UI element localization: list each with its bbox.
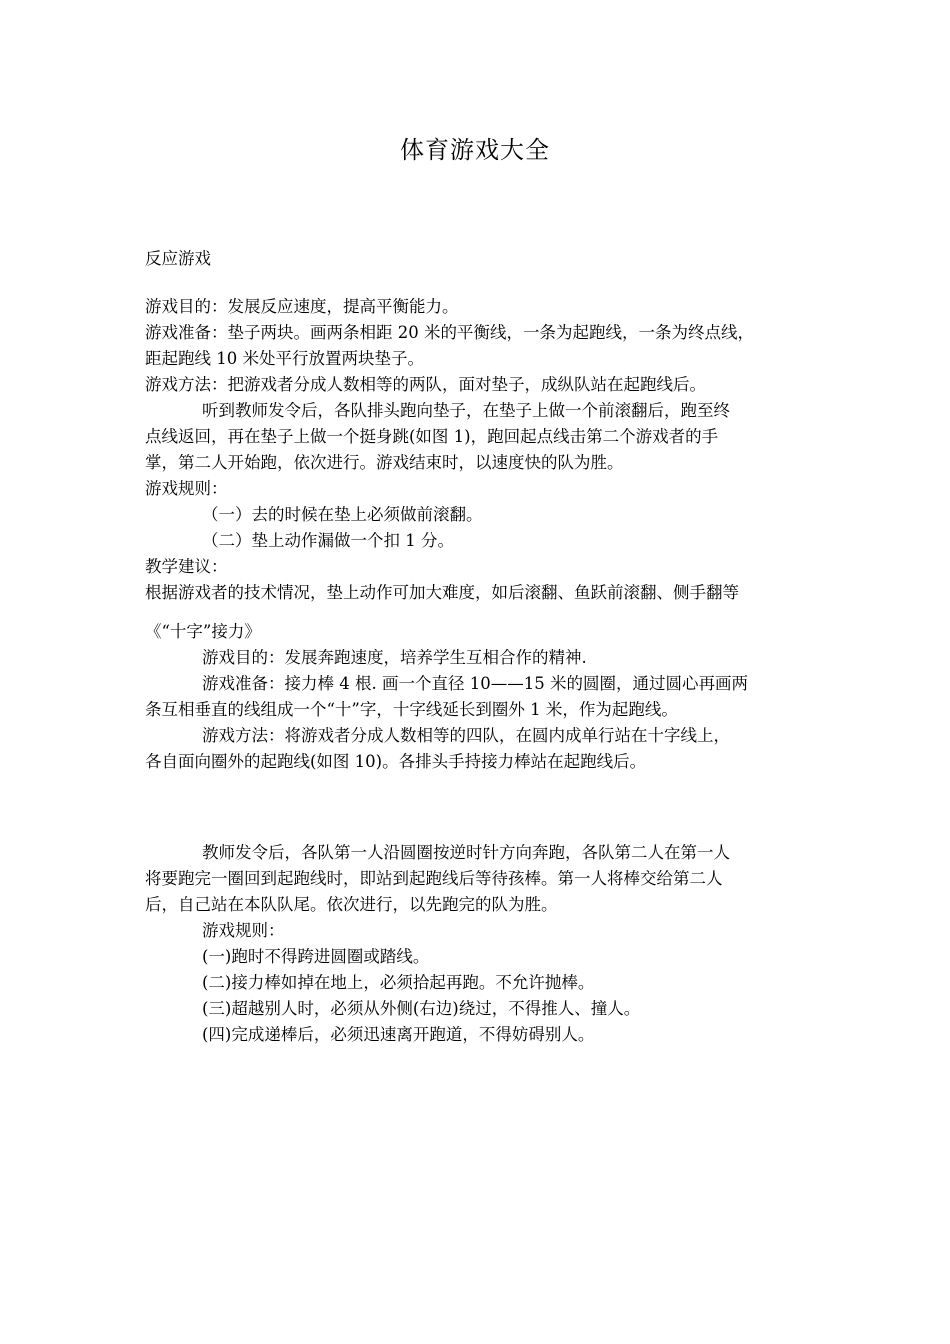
paragraph-line: 各自面向圈外的起跑线(如图 10)。各排头手持接力棒站在起跑线后。 [145,752,647,771]
paragraph-line: (二)接力棒如掉在地上，必须拾起再跑。不允许抛棒。 [202,973,595,992]
section2 [145,619,810,775]
paragraph-line: 教学建议： [145,557,228,576]
paragraph-line: (四)完成递棒后，必须迅速离开跑道，不得妨碍别人。 [202,1025,595,1044]
paragraph-line: 听到教师发令后，各队排头跑向垫子，在垫子上做一个前滚翻后，跑至终 [202,401,730,420]
paragraph-line: 点线返回，再在垫子上做一个挺身跳(如图 1)，跑回起点线击第二个游戏者的手 [145,427,719,446]
paragraph-line: 教师发令后，各队第一人沿圆圈按逆时针方向奔跑，各队第二人在第一人 [202,843,730,862]
paragraph-line: 条互相垂直的线组成一个“十”字，十字线延长到圈外 1 米，作为起跑线。 [145,700,678,719]
paragraph-line: 距起跑线 10 米处平行放置两块垫子。 [145,349,424,368]
document-title: 体育游戏大全 [400,136,550,164]
paragraph-line: 掌，第二人开始跑，依次进行。游戏结束时，以速度快的队为胜。 [145,453,624,472]
paragraph-line: 游戏规则： [145,479,228,498]
paragraph-line: 游戏方法：把游戏者分成人数相等的两队，面对垫子，成纵队站在起跑线后。 [145,375,706,394]
paragraph-line: 游戏准备：垫子两块。画两条相距 20 米的平衡线，一条为起跑线，一条为终点线， [145,323,754,342]
paragraph-line: (一)跑时不得跨进圆圈或踏线。 [202,947,430,966]
paragraph-line: 游戏规则： [202,921,285,940]
section1-heading: 反应游戏 [145,249,211,268]
section1-heading-block [145,246,810,272]
section1-body [145,294,810,606]
paragraph-line: 将要跑完一圈回到起跑线时，即站到起跑线后等待孩棒。第一人将棒交给第二人 [145,869,723,888]
paragraph-line: 游戏目的：发展反应速度，提高平衡能力。 [145,297,459,316]
section2-heading: 《“十字”接力》 [145,622,261,641]
paragraph-line: 后，自己站在本队队尾。依次进行，以先跑完的队为胜。 [145,895,558,914]
paragraph-line: (三)超越别人时，必须从外侧(右边)绕过，不得推人、撞人。 [202,999,641,1018]
paragraph-line: （一）去的时候在垫上必须做前滚翻。 [202,505,483,524]
paragraph-line: 游戏目的：发展奔跑速度，培养学生互相合作的精神. [202,648,587,667]
paragraph-line: 游戏方法：将游戏者分成人数相等的四队，在圆内成单行站在十字线上， [202,726,730,745]
paragraph-line: 游戏准备：接力棒 4 根. 画一个直径 10——15 米的圆圈，通过圆心再画两 [202,674,748,693]
paragraph-line: 根据游戏者的技术情况，垫上动作可加大难度，如后滚翻、鱼跃前滚翻、侧手翻等 [145,583,739,602]
paragraph-line: （二）垫上动作漏做一个扣 1 分。 [202,531,454,550]
section3 [145,840,810,1048]
